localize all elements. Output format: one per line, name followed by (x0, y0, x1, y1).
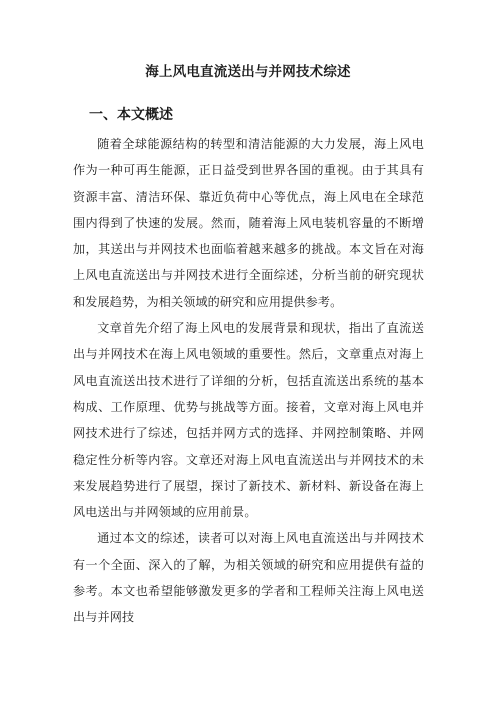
document-title: 海上风电直流送出与并网技术综述 (145, 64, 351, 80)
paragraph-1: 随着全球能源结构的转型和清洁能源的大力发展，海上风电作为一种可再生能源，正日益受到世界各国的重视。由于其具有资源丰富、清洁环保、靠近负荷中心等优点，海上风电在全球范围内得到了快速的发展。然而，随着海上风电装机容量的不断增加，其送出与并网技术也面临着越来越多的挑战。本文旨在对海上风电直流送出与并网技术进行全面综述，分析当前的研究现状和发展趋势，为相关领域的研究和应用提供参考。 (73, 137, 424, 309)
section-heading: 一、本文概述 (89, 107, 173, 123)
paragraph-3: 通过本文的综述，读者可以对海上风电直流送出与并网技术有一个全面、深入的了解，为相关领域的研究和应用提供有益的参考。本文也希望能够激发更多的学者和工程师关注海上风电送出与并网技 (73, 531, 424, 625)
paragraph-2: 文章首先介绍了海上风电的发展背景和现状，指出了直流送出与并网技术在海上风电领域的重要性。然后，文章重点对海上风电直流送出技术进行了详细的分析，包括直流送出系统的基本构成、工作原理、优势与挑战等方面。接着，文章对海上风电并网技术进行了综述，包括并网方式的选择、并网控制策略、并网稳定性分析等内容。文章还对海上风电直流送出与并网技术的未来发展趋势进行了展望，探讨了新技术、新材料、新设备在海上风电送出与并网领域的应用前景。 (73, 321, 424, 520)
document-body (73, 131, 424, 631)
